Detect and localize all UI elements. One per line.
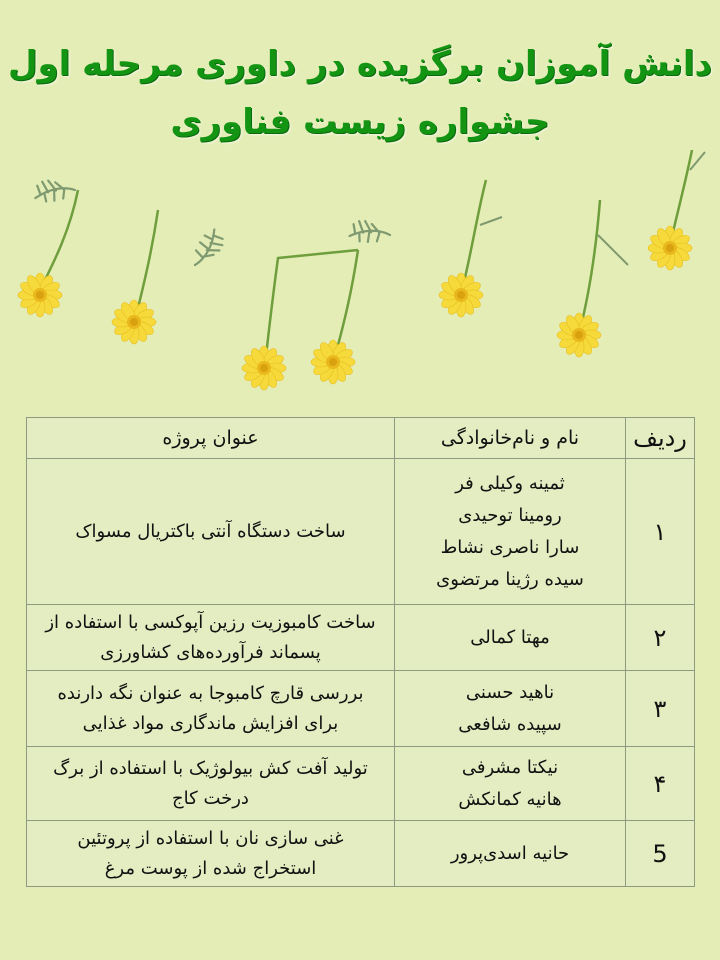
row-names bbox=[395, 671, 626, 747]
row-project bbox=[27, 747, 395, 821]
row-rank: ۳ bbox=[626, 671, 695, 747]
flower-4 bbox=[311, 250, 358, 384]
row-project bbox=[27, 459, 395, 605]
row-rank: 5 bbox=[626, 821, 695, 887]
student-name: حانیه اسدی‌پرور bbox=[450, 842, 570, 864]
flower-2 bbox=[112, 210, 227, 344]
project-title: تولید آفت کش بیولوژیک با استفاده از برگ bbox=[53, 757, 368, 779]
project-title: درخت کاج bbox=[172, 787, 249, 809]
student-name: سیده رژینا مرتضوی bbox=[436, 568, 584, 590]
row-names bbox=[395, 747, 626, 821]
project-title: پسماند فرآورده‌های کشاورزی bbox=[100, 641, 321, 663]
row-rank: ۱ bbox=[626, 459, 695, 605]
table-row bbox=[27, 747, 695, 821]
student-name: ناهید حسنی bbox=[465, 681, 555, 703]
header-rank: ردیف bbox=[626, 418, 695, 459]
project-title: غنی سازی نان با استفاده از پروتئین bbox=[77, 827, 344, 849]
table-row bbox=[27, 459, 695, 605]
flower-5 bbox=[439, 180, 502, 317]
row-rank: ۴ bbox=[626, 747, 695, 821]
row-names bbox=[395, 821, 626, 887]
table-row bbox=[27, 671, 695, 747]
row-project bbox=[27, 671, 395, 747]
student-name: ثمینه وکیلی فر bbox=[455, 472, 565, 494]
project-title: بررسی قارچ کامبوجا به عنوان نگه دارنده bbox=[57, 682, 364, 704]
flower-6 bbox=[557, 200, 628, 357]
title-line-1: دانش آموزان برگزیده در داوری مرحله اول bbox=[7, 44, 713, 84]
title-line-2: جشواره زیست فناوری bbox=[170, 102, 550, 142]
row-project bbox=[27, 605, 395, 671]
flowers-illustration bbox=[0, 150, 720, 400]
project-title: ساخت کامبوزیت رزین آپوکسی با استفاده از bbox=[45, 611, 376, 633]
row-names bbox=[395, 459, 626, 605]
table-row bbox=[27, 605, 695, 671]
flower-1 bbox=[18, 172, 78, 317]
winners-table bbox=[26, 417, 695, 887]
project-title: استخراج شده از پوست مرغ bbox=[104, 857, 317, 879]
row-rank: ۲ bbox=[626, 605, 695, 671]
table-row bbox=[27, 821, 695, 887]
student-name: سارا ناصری نشاط bbox=[440, 536, 580, 558]
student-name: مهتا کمالی bbox=[470, 626, 550, 648]
table-header-row bbox=[27, 418, 695, 459]
student-name: هانیه کمانکش bbox=[458, 788, 562, 810]
header-name: نام و نام‌خانوادگی bbox=[395, 418, 626, 459]
flower-7 bbox=[648, 150, 705, 270]
project-title: ساخت دستگاه آنتی باکتریال مسواک bbox=[75, 520, 346, 542]
student-name: سپیده شافعی bbox=[458, 713, 562, 735]
student-name: رومینا توحیدی bbox=[458, 504, 562, 526]
project-title: برای افزایش ماندگاری مواد غذایی bbox=[82, 712, 339, 734]
student-name: نیکتا مشرفی bbox=[461, 756, 559, 778]
header-project: عنوان پروژه bbox=[27, 418, 395, 459]
row-project bbox=[27, 821, 395, 887]
row-names bbox=[395, 605, 626, 671]
